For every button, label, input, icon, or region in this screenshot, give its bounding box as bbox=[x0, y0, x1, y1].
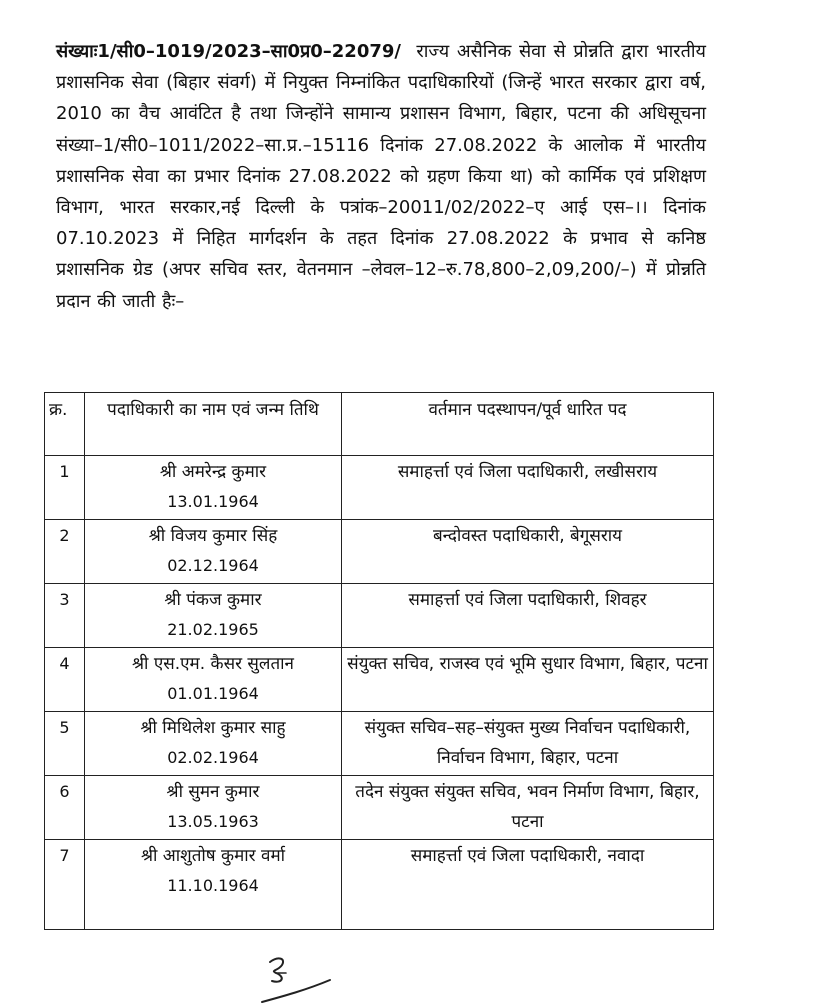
post-cell: बन्दोवस्त पदाधिकारी, बेगूसराय bbox=[342, 520, 714, 584]
post-cell: समाहर्त्ता एवं जिला पदाधिकारी, लखीसराय bbox=[342, 456, 714, 520]
officer-dob: 02.12.1964 bbox=[167, 556, 259, 575]
name-header: पदाधिकारी का नाम एवं जन्म तिथि bbox=[85, 393, 342, 456]
name-cell bbox=[85, 520, 342, 584]
post-cell: समाहर्त्ता एवं जिला पदाधिकारी, शिवहर bbox=[342, 584, 714, 648]
serial-cell: 5 bbox=[45, 712, 85, 776]
officer-dob: 13.01.1964 bbox=[167, 492, 259, 511]
post-header: वर्तमान पदस्थापन/पूर्व धारित पद bbox=[342, 393, 714, 456]
officer-name: श्री विजय कुमार सिंह bbox=[148, 526, 278, 546]
signature-mark bbox=[232, 952, 352, 1006]
officers-table bbox=[44, 392, 714, 930]
name-cell bbox=[85, 840, 342, 930]
post-cell: समाहर्त्ता एवं जिला पदाधिकारी, नवादा bbox=[342, 840, 714, 930]
post-cell: संयुक्त सचिव–सह–संयुक्त मुख्य निर्वाचन पदाधिकारी, निर्वाचन विभाग, बिहार, पटना bbox=[342, 712, 714, 776]
officer-dob: 01.01.1964 bbox=[167, 684, 259, 703]
order-reference-number: संख्याः1/सी0–1019/2023–सा0प्र0–22079/ bbox=[56, 41, 401, 62]
post-cell: संयुक्त सचिव, राजस्व एवं भूमि सुधार विभाग, बिहार, पटना bbox=[342, 648, 714, 712]
serial-cell: 7 bbox=[45, 840, 85, 930]
officer-dob: 21.02.1965 bbox=[167, 620, 259, 639]
post-cell: तदेन संयुक्त संयुक्त सचिव, भवन निर्माण विभाग, बिहार, पटना bbox=[342, 776, 714, 840]
officer-name: श्री अमरेन्द्र कुमार bbox=[159, 462, 267, 482]
serial-cell: 6 bbox=[45, 776, 85, 840]
table-row bbox=[45, 456, 714, 520]
table-row bbox=[45, 520, 714, 584]
order-body-text: राज्य असैनिक सेवा से प्रोन्नति द्वारा भारतीय प्रशासनिक सेवा (बिहार संवर्ग) में नियुक्त निम्नांकित पदाधिकारियों (जिन्हें भारत सरकार द्वारा वर्ष, 2010 का वैच आवंटित है तथा जिन्होंने सामान्य प्रशासन विभाग, बिहार, पटना की अधिसूचना संख्या–1/सी0–1011/2022–सा.प्र.–15116 दिनांक 27.08.2022 के आलोक में भारतीय प्रशासनिक सेवा का प्रभार दिनांक 27.08.2022 को ग्रहण किया था) को कार्मिक एवं प्रशिक्षण विभाग, भारत सरकार,नई दिल्ली के पत्रांक–20011/02/2022–ए आई एस–।। दिनांक 07.10.2023 में निहित मार्गदर्शन के तहत दिनांक 27.08.2022 के प्रभाव से कनिष्ठ प्रशासनिक ग्रेड (अपर सचिव स्तर, वेतनमान –लेवल–12–रु.78,800–2,09,200/–) में प्रोन्नति प्रदान की जाती हैः– bbox=[56, 41, 706, 312]
officer-dob: 11.10.1964 bbox=[167, 876, 259, 895]
serial-cell: 2 bbox=[45, 520, 85, 584]
table-header-row bbox=[45, 393, 714, 456]
serial-cell: 4 bbox=[45, 648, 85, 712]
officer-name: श्री आशुतोष कुमार वर्मा bbox=[140, 846, 286, 866]
name-cell bbox=[85, 456, 342, 520]
name-cell bbox=[85, 584, 342, 648]
name-cell bbox=[85, 648, 342, 712]
serial-cell: 1 bbox=[45, 456, 85, 520]
name-cell bbox=[85, 776, 342, 840]
table-row bbox=[45, 712, 714, 776]
officer-dob: 13.05.1963 bbox=[167, 812, 259, 831]
table-row bbox=[45, 648, 714, 712]
officer-dob: 02.02.1964 bbox=[167, 748, 259, 767]
name-cell bbox=[85, 712, 342, 776]
officer-name: श्री पंकज कुमार bbox=[164, 590, 262, 610]
serial-cell: 3 bbox=[45, 584, 85, 648]
table-row bbox=[45, 584, 714, 648]
table-row bbox=[45, 776, 714, 840]
table-row bbox=[45, 840, 714, 930]
order-paragraph bbox=[56, 36, 706, 317]
officer-name: श्री एस.एम. कैसर सुलतान bbox=[132, 654, 294, 674]
officer-name: श्री सुमन कुमार bbox=[166, 782, 260, 802]
serial-header: क्र. bbox=[45, 393, 85, 456]
officer-name: श्री मिथिलेश कुमार साहु bbox=[140, 718, 286, 738]
